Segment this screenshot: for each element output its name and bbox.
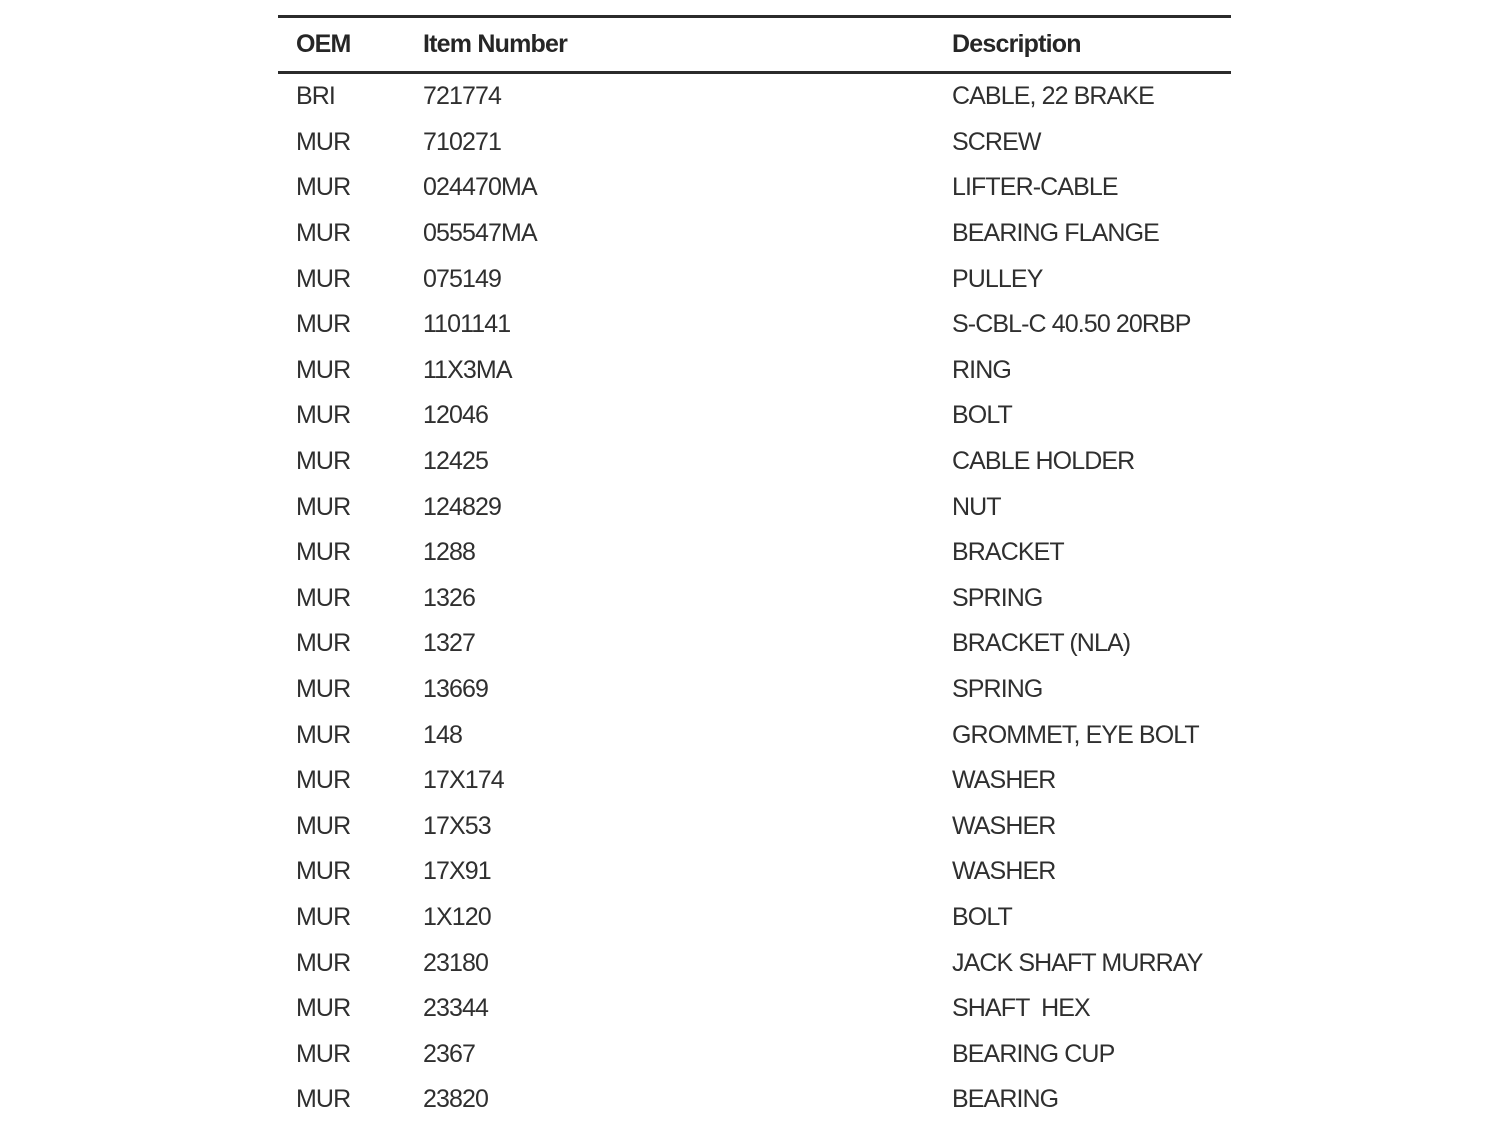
- cell-description: CABLE, 22 BRAKE: [952, 82, 1154, 111]
- cell-description: BEARING FLANGE: [952, 219, 1159, 248]
- cell-description: JACK SHAFT MURRAY: [952, 948, 1203, 977]
- cell-description: PULLEY: [952, 264, 1043, 293]
- cell-item-number: 1327: [423, 629, 476, 658]
- cell-item-number: 17X174: [423, 766, 504, 795]
- cell-description: SCREW: [952, 127, 1041, 156]
- cell-oem: MUR: [296, 264, 351, 293]
- cell-description: GROMMET, EYE BOLT: [952, 720, 1199, 749]
- cell-item-number: 1101141: [423, 310, 511, 339]
- cell-item-number: 721774: [423, 82, 502, 111]
- table-row: [278, 712, 1231, 758]
- cell-oem: MUR: [296, 857, 351, 886]
- table-row: [278, 940, 1231, 986]
- cell-description: NUT: [952, 492, 1001, 521]
- cell-item-number: 148: [423, 720, 463, 749]
- cell-item-number: 710271: [423, 127, 502, 156]
- cell-oem: MUR: [296, 401, 351, 430]
- cell-oem: MUR: [296, 355, 351, 384]
- cell-description: S-CBL-C 40.50 20RBP: [952, 310, 1191, 339]
- table-row: [278, 530, 1231, 576]
- table-row: [278, 484, 1231, 530]
- cell-item-number: 075149: [423, 264, 502, 293]
- table-row: [278, 986, 1231, 1032]
- cell-oem: MUR: [296, 994, 351, 1023]
- table-row: [278, 302, 1231, 348]
- table-row: [278, 165, 1231, 211]
- cell-oem: MUR: [296, 538, 351, 567]
- table-row: [278, 439, 1231, 485]
- cell-oem: MUR: [296, 583, 351, 612]
- cell-oem: MUR: [296, 492, 351, 521]
- cell-item-number: 11X3MA: [423, 355, 512, 384]
- table-row: [278, 804, 1231, 850]
- cell-description: BEARING: [952, 1085, 1059, 1114]
- cell-oem: MUR: [296, 902, 351, 931]
- table-row: [278, 1077, 1231, 1123]
- cell-oem: MUR: [296, 127, 351, 156]
- cell-oem: MUR: [296, 629, 351, 658]
- cell-item-number: 12425: [423, 447, 489, 476]
- cell-oem: MUR: [296, 948, 351, 977]
- table-row: [278, 211, 1231, 257]
- cell-item-number: 23344: [423, 994, 489, 1023]
- cell-item-number: 17X91: [423, 857, 491, 886]
- cell-oem: MUR: [296, 1085, 351, 1114]
- cell-item-number: 12046: [423, 401, 489, 430]
- cell-oem: MUR: [296, 720, 351, 749]
- table-row: [278, 120, 1231, 166]
- table-row: [278, 667, 1231, 713]
- cell-oem: MUR: [296, 447, 351, 476]
- column-header-description: Description: [952, 17, 1231, 73]
- cell-description: SHAFT HEX: [952, 994, 1090, 1023]
- cell-oem: MUR: [296, 675, 351, 704]
- cell-description: BOLT: [952, 401, 1012, 430]
- cell-item-number: 23180: [423, 948, 489, 977]
- cell-oem: MUR: [296, 173, 351, 202]
- cell-description: BEARING CUP: [952, 1039, 1115, 1068]
- cell-item-number: 17X53: [423, 811, 491, 840]
- cell-item-number: 1X120: [423, 902, 491, 931]
- cell-oem: MUR: [296, 310, 351, 339]
- cell-description: CABLE HOLDER: [952, 447, 1135, 476]
- header-row: [278, 17, 1231, 73]
- column-header-item-number: Item Number: [423, 17, 952, 73]
- table-row: [278, 256, 1231, 302]
- table-row: [278, 348, 1231, 394]
- table-row: [278, 849, 1231, 895]
- cell-item-number: 124829: [423, 492, 502, 521]
- table-row: [278, 758, 1231, 804]
- cell-oem: BRI: [296, 82, 335, 111]
- cell-description: WASHER: [952, 811, 1056, 840]
- table-row: [278, 895, 1231, 941]
- cell-description: BRACKET: [952, 538, 1064, 567]
- table-row: [278, 621, 1231, 667]
- cell-oem: MUR: [296, 219, 351, 248]
- cell-oem: MUR: [296, 766, 351, 795]
- table-body: [278, 73, 1231, 1123]
- table-header: [278, 17, 1231, 73]
- column-header-oem: OEM: [278, 17, 423, 73]
- cell-oem: MUR: [296, 1039, 351, 1068]
- table-row: [278, 1031, 1231, 1077]
- cell-item-number: 1326: [423, 583, 476, 612]
- cell-item-number: 2367: [423, 1039, 476, 1068]
- cell-oem: MUR: [296, 811, 351, 840]
- table-row: [278, 393, 1231, 439]
- cell-description: SPRING: [952, 583, 1043, 612]
- table-row: [278, 73, 1231, 120]
- cell-description: SPRING: [952, 675, 1043, 704]
- cell-item-number: 1288: [423, 538, 476, 567]
- cell-item-number: 055547MA: [423, 219, 537, 248]
- cell-description: BOLT: [952, 902, 1012, 931]
- parts-table: [278, 15, 1231, 1123]
- cell-item-number: 13669: [423, 675, 489, 704]
- cell-description: RING: [952, 355, 1011, 384]
- cell-item-number: 23820: [423, 1085, 489, 1114]
- cell-description: WASHER: [952, 857, 1056, 886]
- cell-description: WASHER: [952, 766, 1056, 795]
- cell-item-number: 024470MA: [423, 173, 537, 202]
- cell-description: LIFTER-CABLE: [952, 173, 1118, 202]
- cell-description: BRACKET (NLA): [952, 629, 1131, 658]
- table-row: [278, 576, 1231, 622]
